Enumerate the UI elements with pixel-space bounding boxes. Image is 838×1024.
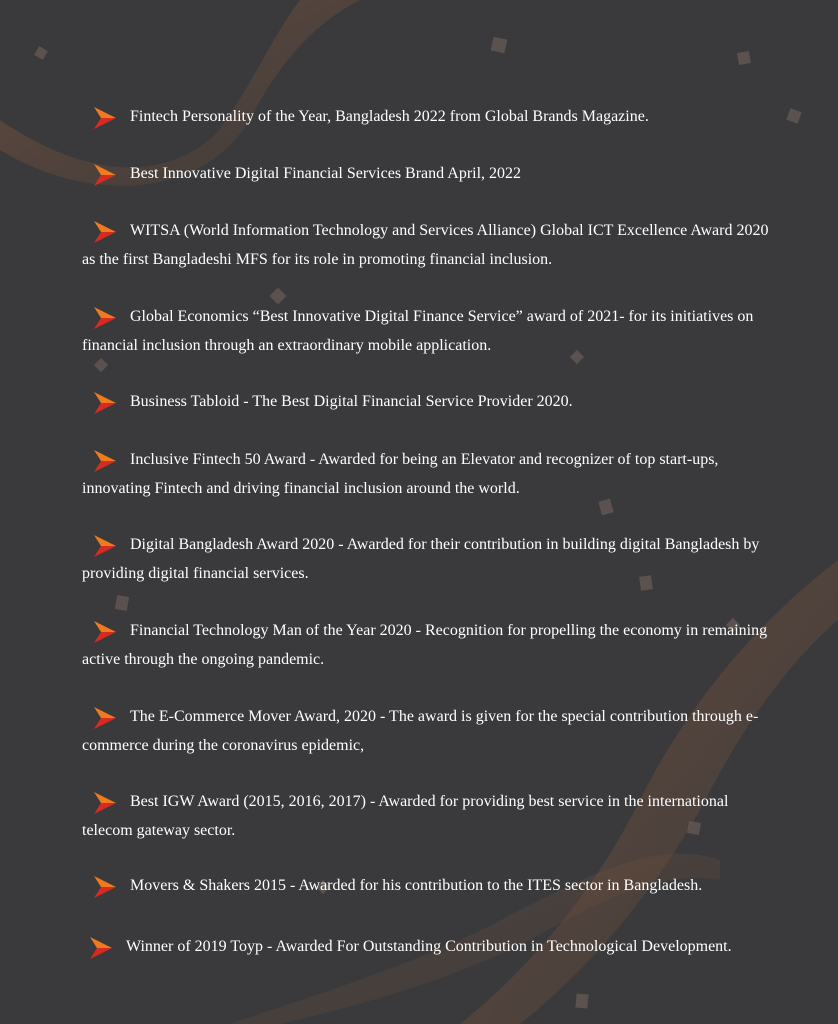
award-text: Movers & Shakers 2015 - Awarded for his contribution to the ITES sector in Bangladesh. [130, 877, 703, 894]
award-item [82, 871, 782, 900]
award-text: Inclusive Fintech 50 Award - Awarded for being an Elevator and recognizer of top start-ups, innovating Fintech and driving financial inclusion around the world. [82, 451, 719, 497]
chevron-bullet-icon [92, 219, 118, 245]
chevron-bullet-icon [92, 874, 118, 900]
award-item [88, 932, 788, 961]
award-text: WITSA (World Information Technology and Services Alliance) Global ICT Excellence Award 2020 as the first Bangladeshi MFS for its role in promoting financial inclusion. [82, 222, 769, 268]
award-item [82, 216, 782, 274]
award-text: Best IGW Award (2015, 2016, 2017) - Awarded for providing best service in the international telecom gateway sector. [82, 793, 729, 839]
award-text: The E-Commerce Mover Award, 2020 - The award is given for the special contribution through e-commerce during the coronavirus epidemic, [82, 708, 759, 754]
award-text: Digital Bangladesh Award 2020 - Awarded for their contribution in building digital Bangladesh by providing digital financial services. [82, 536, 760, 582]
award-text: Business Tabloid - The Best Digital Financial Service Provider 2020. [130, 393, 573, 410]
chevron-bullet-icon [92, 390, 118, 416]
award-item [82, 702, 782, 760]
chevron-bullet-icon [92, 533, 118, 559]
award-item [82, 445, 782, 503]
chevron-bullet-icon [92, 705, 118, 731]
chevron-bullet-icon [92, 448, 118, 474]
chevron-bullet-icon [92, 619, 118, 645]
award-text: Financial Technology Man of the Year 2020 - Recognition for propelling the economy in remaining active through the ongoing pandemic. [82, 622, 768, 668]
chevron-bullet-icon [92, 162, 118, 188]
award-item [82, 102, 782, 131]
award-item [82, 616, 782, 674]
award-item [82, 787, 782, 845]
chevron-bullet-icon [92, 305, 118, 331]
award-text: Global Economics “Best Innovative Digital Finance Service” award of 2021- for its initiatives on financial inclusion through an extraordinary mobile application. [82, 308, 754, 354]
award-text: Fintech Personality of the Year, Bangladesh 2022 from Global Brands Magazine. [130, 108, 649, 125]
award-item [82, 302, 782, 360]
award-text: Best Innovative Digital Financial Services Brand April, 2022 [130, 165, 522, 182]
chevron-bullet-icon [88, 935, 114, 961]
chevron-bullet-icon [92, 790, 118, 816]
award-item [82, 530, 782, 588]
award-text: Winner of 2019 Toyp - Awarded For Outstanding Contribution in Technological Development. [126, 938, 732, 955]
award-item [82, 387, 782, 416]
chevron-bullet-icon [92, 105, 118, 131]
award-item [82, 159, 782, 188]
